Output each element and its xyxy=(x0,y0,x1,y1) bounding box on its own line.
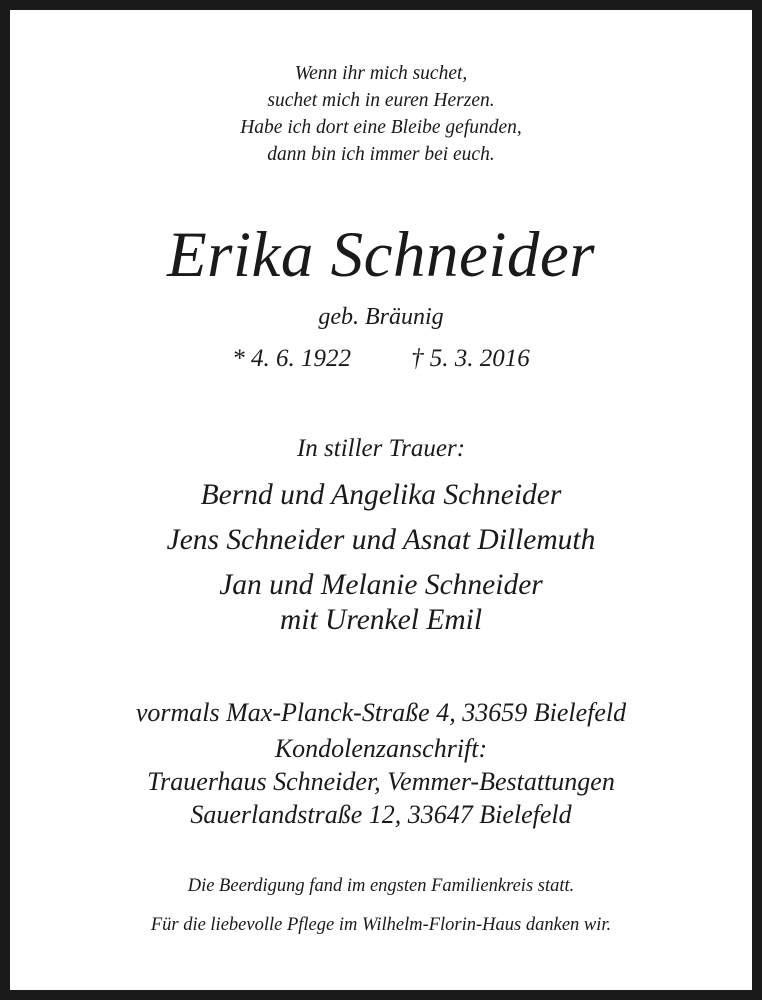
birth-name: geb. Bräunig xyxy=(318,304,444,330)
condolence-name: Trauerhaus Schneider, Vemmer-Bestattungen xyxy=(147,767,615,796)
mourner-line-4: mit Urenkel Emil xyxy=(279,604,483,636)
deceased-name: Erika Schneider xyxy=(166,219,596,291)
death-date: † 5. 3. 2016 xyxy=(411,345,530,372)
verse-line-4: dann bin ich immer bei euch. xyxy=(267,144,495,165)
mourning-heading: In stiller Trauer: xyxy=(296,435,466,462)
verse-line-1: Wenn ihr mich suchet, xyxy=(294,63,468,84)
mourner-line-3: Jan und Melanie Schneider xyxy=(219,569,543,601)
funeral-note: Die Beerdigung fand im engsten Familienkreis statt. xyxy=(187,876,575,896)
former-address: vormals Max-Planck-Straße 4, 33659 Bielefeld xyxy=(135,698,627,727)
thanks-note: Für die liebevolle Pflege im Wilhelm-Florin-Haus danken wir. xyxy=(150,915,612,935)
condolence-street: Sauerlandstraße 12, 33647 Bielefeld xyxy=(190,800,572,829)
verse-line-2: suchet mich in euren Herzen. xyxy=(267,90,495,111)
birth-date: * 4. 6. 1922 xyxy=(232,345,351,372)
verse-line-3: Habe ich dort eine Bleibe gefunden, xyxy=(240,117,522,138)
mourner-line-2: Jens Schneider und Asnat Dillemuth xyxy=(166,524,596,556)
mourner-line-1: Bernd und Angelika Schneider xyxy=(200,479,562,511)
life-dates xyxy=(20,344,742,374)
condolence-label: Kondolenzanschrift: xyxy=(274,734,488,763)
